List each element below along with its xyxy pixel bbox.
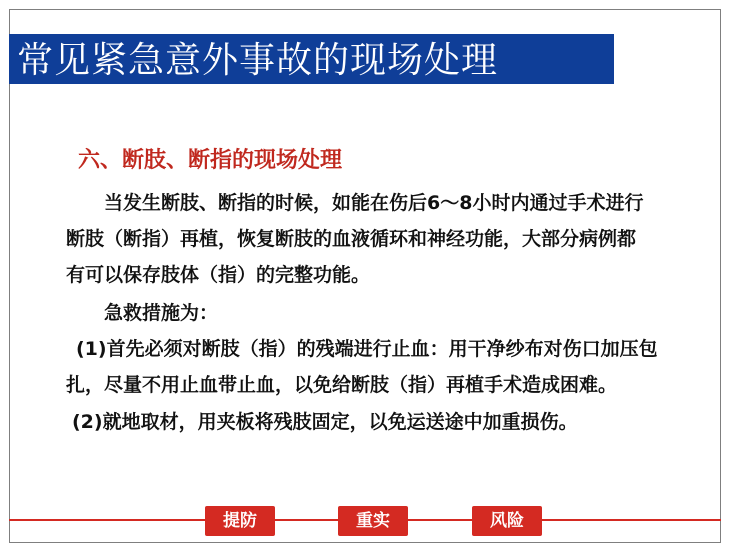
paragraph-line-1: 当发生断肢、断指的时候，如能在伤后6～8小时内通过手术进行 — [104, 192, 644, 214]
measures-heading: 急救措施为： — [104, 302, 219, 324]
tag-risk: 风险 — [472, 506, 542, 536]
tag-prevent: 提防 — [205, 506, 275, 536]
paragraph-line-2: 断肢（断指）再植，恢复断肢的血液循环和神经功能，大部分病例都 — [66, 228, 637, 250]
section-heading: 六、断肢、断指的现场处理 — [78, 148, 343, 173]
tag-emphasis: 重实 — [338, 506, 408, 536]
measure-2: (2)就地取材，用夹板将残肢固定，以免运送途中加重损伤。 — [72, 411, 578, 433]
paragraph-line-3: 有可以保存肢体（指）的完整功能。 — [66, 264, 371, 286]
measure-1-line-1: (1)首先必须对断肢（指）的残端进行止血：用干净纱布对伤口加压包 — [76, 338, 658, 360]
measure-1-line-2: 扎，尽量不用止血带止血，以免给断肢（指）再植手术造成困难。 — [66, 374, 618, 396]
slide-title: 常见紧急意外事故的现场处理 — [17, 40, 499, 81]
